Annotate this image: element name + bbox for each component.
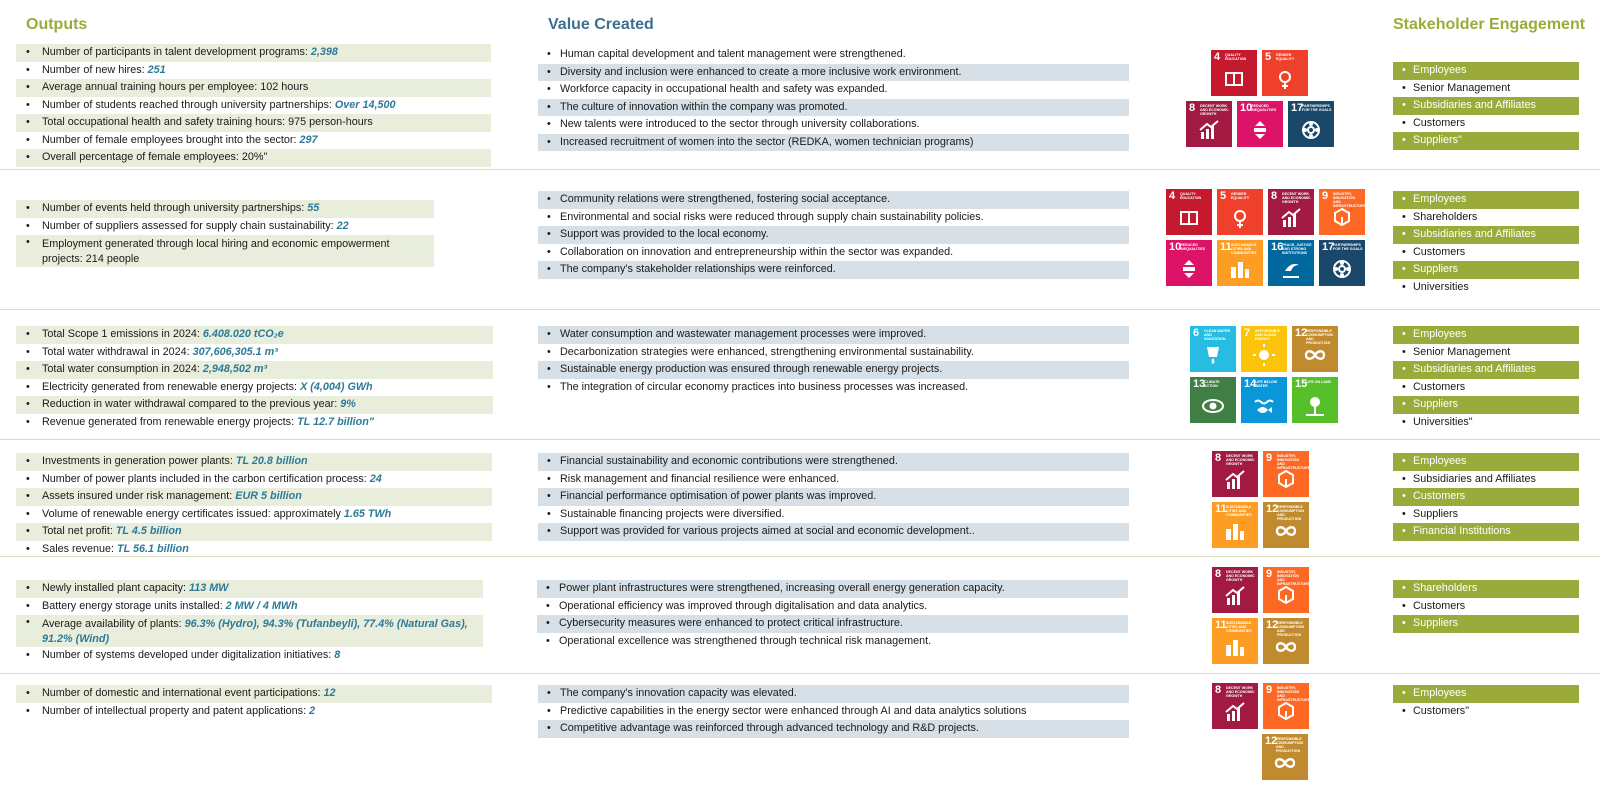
value-created-list [538, 326, 1129, 396]
stakeholder-item: • Suppliers [1393, 506, 1579, 524]
output-item [16, 615, 483, 647]
sdg-number: 11 [1215, 503, 1227, 515]
stakeholder-list [1393, 191, 1579, 296]
sdg-title: CLIMATE ACTION [1204, 380, 1220, 388]
stakeholder-item: • Employees [1393, 326, 1579, 344]
stakeholder-item: • Suppliers [1393, 261, 1579, 279]
output-value: 2 [309, 704, 316, 717]
output-text: Number of events held through university partnerships: [42, 202, 308, 214]
output-text: Total occupational health and safety training hours: 975 person-hours [42, 116, 373, 128]
value-created-list [538, 46, 1129, 151]
sdg-title: RESPONSIBLE CONSUMPTION AND PRODUCTION [1276, 737, 1303, 753]
output-text: Number of systems developed under digitalization initiatives: [42, 649, 335, 661]
outputs-list [16, 200, 434, 267]
sdg-11-icon [1212, 502, 1258, 548]
stakeholder-item: • Customers [1393, 598, 1579, 616]
output-item [16, 580, 483, 598]
outputs-list [16, 44, 491, 167]
output-value: 2,948,502 m³ [202, 363, 268, 375]
row-divider [0, 169, 1600, 170]
output-text: Average availability of plants: [42, 618, 185, 630]
output-value: 8 [334, 649, 341, 661]
sdg-8-icon [1268, 189, 1314, 235]
output-value: Over 14,500 [334, 98, 396, 111]
output-value: 96.3% (Hydro), 94.3% (Tufanbeyli), 77.4% (Natural Gas), 91.2% (Wind) [42, 618, 468, 645]
output-value: 6.408.020 tCO₂e [202, 328, 284, 340]
output-item [16, 114, 491, 132]
stakeholder-item: • Customers [1393, 488, 1579, 506]
output-value: X (4,004) GWh [300, 380, 373, 393]
output-item [16, 62, 491, 80]
stakeholder-item: • Employees [1393, 191, 1579, 209]
sdg-8-icon [1186, 101, 1232, 147]
sdg-10-icon [1166, 240, 1212, 286]
stakeholder-item: • Suppliers [1393, 615, 1579, 633]
sdg-number: 10 [1240, 102, 1253, 114]
sdg-17-icon [1319, 240, 1365, 286]
sdg-number: 5 [1265, 51, 1272, 63]
output-item [16, 414, 493, 432]
sdg-number: 8 [1215, 684, 1222, 696]
sdg-number: 15 [1295, 378, 1308, 390]
sdg-12-icon [1263, 502, 1309, 548]
output-text: Assets insured under risk management: [42, 490, 236, 502]
outputs-list [16, 453, 492, 558]
output-value: 251 [147, 63, 166, 76]
sdg-title: DECENT WORK AND ECONOMIC GROWTH [1200, 104, 1229, 116]
output-item [16, 685, 492, 703]
sdg-title: INDUSTRY, INNOVATION AND INFRASTRUCTURE [1333, 192, 1367, 208]
sdg-title: CLEAN WATER AND SANITATION [1204, 329, 1231, 341]
sdg-8-icon [1212, 567, 1258, 613]
sdg-title: REDUCED INEQUALITIES [1180, 243, 1206, 251]
sdg-number: 12 [1265, 735, 1278, 747]
outputs-list [16, 685, 492, 720]
sdg-8-icon [1212, 451, 1258, 497]
value-created-item: • Risk management and financial resilience were enhanced. [538, 471, 1129, 489]
value-created-list [538, 453, 1129, 541]
output-value: 1.65 TWh [343, 507, 392, 520]
stakeholder-item: • Subsidiaries and Affiliates [1393, 97, 1579, 115]
output-text: Number of suppliers assessed for supply chain sustainability: [42, 219, 337, 232]
value-created-item: • Workforce capacity in occupational health and safety was expanded. [538, 81, 1129, 99]
sdg-number: 12 [1295, 327, 1308, 339]
stakeholder-item: • Employees [1393, 453, 1579, 471]
output-item [16, 132, 491, 150]
sdg-number: 17 [1291, 102, 1304, 114]
output-item [16, 379, 493, 397]
sdg-4-icon [1211, 50, 1257, 96]
value-created-item: • Collaboration on innovation and entrepreneurship within the sector was expanded. [538, 244, 1129, 262]
value-created-list [537, 580, 1128, 650]
sdg-10-icon [1237, 101, 1283, 147]
stakeholder-list [1393, 580, 1579, 633]
output-value: 307,606,305.1 m³ [192, 345, 278, 358]
output-item [16, 326, 493, 344]
sdg-title: LIFE ON LAND [1306, 380, 1332, 384]
output-text: Investments in generation power plants: [42, 455, 236, 467]
sdg-number: 17 [1322, 241, 1335, 253]
output-value: 22 [336, 219, 349, 232]
sdg-title: REDUCED INEQUALITIES [1251, 104, 1277, 112]
output-item [16, 79, 491, 97]
sdg-number: 5 [1220, 190, 1227, 202]
output-text: Number of intellectual property and patent applications: [42, 704, 310, 717]
sdg-number: 7 [1244, 327, 1251, 339]
row-divider [0, 439, 1600, 440]
sdg-title: DECENT WORK AND ECONOMIC GROWTH [1226, 454, 1255, 466]
sdg-number: 4 [1214, 51, 1221, 63]
sdg-title: GENDER EQUALITY [1276, 53, 1295, 61]
stakeholder-item: • Shareholders [1393, 580, 1579, 598]
sdg-title: DECENT WORK AND ECONOMIC GROWTH [1226, 570, 1255, 582]
value-created-item: • Predictive capabilities in the energy sector were enhanced through AI and data analytics solutions [538, 703, 1129, 721]
output-text: Total water consumption in 2024: [42, 363, 203, 375]
sdg-title: RESPONSIBLE CONSUMPTION AND PRODUCTION [1277, 505, 1304, 521]
value-created-item: • Decarbonization strategies were enhanced, strengthening environmental sustainability. [538, 344, 1129, 362]
sdg-number: 9 [1266, 452, 1273, 464]
sdg-number: 8 [1215, 452, 1222, 464]
value-created-item: • The integration of circular economy practices into business processes was increased. [538, 379, 1129, 397]
output-text: Sales revenue: [42, 542, 118, 555]
sdg-title: LIFE BELOW WATER [1255, 380, 1278, 388]
sdg-title: PEACE, JUSTICE AND STRONG INSTITUTIONS [1282, 243, 1312, 255]
stakeholder-item: • Subsidiaries and Affiliates [1393, 226, 1579, 244]
stakeholder-item: • Senior Management [1393, 80, 1579, 98]
value-created-item: • Community relations were strengthened, fostering social acceptance. [538, 191, 1129, 209]
output-text: Overall percentage of female employees: 20%" [42, 151, 268, 163]
output-item [16, 453, 492, 471]
value-created-item: • Support was provided to the local economy. [538, 226, 1129, 244]
output-text: Average annual training hours per employee: 102 hours [42, 81, 309, 93]
value-created-item: • Competitive advantage was reinforced through advanced technology and R&D projects. [538, 720, 1129, 738]
output-item [16, 44, 491, 62]
output-item [16, 344, 493, 362]
sdg-number: 13 [1193, 378, 1206, 390]
output-item [16, 97, 491, 115]
value-created-item: • The culture of innovation within the company was promoted. [538, 99, 1129, 117]
stakeholder-item: • Financial Institutions [1393, 523, 1579, 541]
stakeholder-list [1393, 326, 1579, 431]
output-item [16, 647, 483, 665]
sdg-title: RESPONSIBLE CONSUMPTION AND PRODUCTION [1306, 329, 1333, 345]
stakeholder-item: • Senior Management [1393, 344, 1579, 362]
output-text: Number of new hires: [42, 63, 148, 76]
sdg-title: AFFORDABLE AND CLEAN ENERGY [1255, 329, 1280, 341]
sdg-title: SUSTAINABLE CITIES AND COMMUNITIES [1226, 505, 1252, 517]
output-text: Total water withdrawal in 2024: [42, 345, 193, 358]
value-created-item: • Power plant infrastructures were strengthened, increasing overall energy generation capacity. [537, 580, 1128, 598]
value-created-item: • New talents were introduced to the sector through university collaborations. [538, 116, 1129, 134]
output-item [16, 149, 491, 167]
output-item [16, 218, 434, 236]
sdg-12-icon [1263, 618, 1309, 664]
value-created-item: • Water consumption and wastewater management processes were improved. [538, 326, 1129, 344]
stakeholder-item: • Subsidiaries and Affiliates [1393, 361, 1579, 379]
sdg-11-icon [1212, 618, 1258, 664]
outputs-list [16, 580, 483, 665]
sdg-number: 14 [1244, 378, 1257, 390]
stakeholder-list [1393, 685, 1579, 720]
output-item [16, 598, 483, 616]
output-text: Battery energy storage units installed: [42, 599, 226, 612]
sdg-7-icon [1241, 326, 1287, 372]
sdg-4-icon [1166, 189, 1212, 235]
sdg-9-icon [1319, 189, 1365, 235]
output-value: 12 [323, 687, 336, 699]
output-text: Employment generated through local hiring and economic empowerment projects: 214 people [42, 238, 390, 265]
sdg-number: 9 [1266, 568, 1273, 580]
sdg-number: 11 [1220, 241, 1232, 253]
output-text: Volume of renewable energy certificates issued: approximately [42, 507, 344, 520]
stakeholder-item: • Customers" [1393, 703, 1579, 721]
sdg-title: DECENT WORK AND ECONOMIC GROWTH [1282, 192, 1311, 204]
sdg-16-icon [1268, 240, 1314, 286]
output-text: Electricity generated from renewable energy projects: [42, 380, 301, 393]
sdg-title: INDUSTRY, INNOVATION AND INFRASTRUCTURE [1277, 686, 1311, 702]
output-item [16, 235, 434, 267]
sdg-title: PARTNERSHIPS FOR THE GOALS [1302, 104, 1332, 112]
row-divider [0, 309, 1600, 310]
sdg-12-icon [1292, 326, 1338, 372]
sdg-12-icon [1262, 734, 1308, 780]
output-text: Total net profit: [42, 525, 116, 537]
sdg-number: 6 [1193, 327, 1200, 339]
sdg-14-icon [1241, 377, 1287, 423]
value-created-item: • Operational excellence was strengthened through technical risk management. [537, 633, 1128, 651]
sdg-15-icon [1292, 377, 1338, 423]
stakeholder-item: • Universities [1393, 279, 1579, 297]
sdg-5-icon [1262, 50, 1308, 96]
output-value: 55 [307, 202, 320, 214]
value-created-item: • The company's innovation capacity was elevated. [538, 685, 1129, 703]
value-created-item: • Increased recruitment of women into the sector (REDKA, women technician programs) [538, 134, 1129, 152]
sdg-9-icon [1263, 567, 1309, 613]
sdg-6-icon [1190, 326, 1236, 372]
stakeholder-engagement-header: Stakeholder Engagement [1393, 16, 1586, 33]
value-created-item: • Human capital development and talent management were strengthened. [538, 46, 1129, 64]
output-item [16, 523, 492, 541]
sdg-title: SUSTAINABLE CITIES AND COMMUNITIES [1226, 621, 1252, 633]
sdg-number: 9 [1322, 190, 1329, 202]
stakeholder-item: • Shareholders [1393, 209, 1579, 227]
outputs-list [16, 326, 493, 431]
value-created-item: • Environmental and social risks were reduced through supply chain sustainability policies. [538, 209, 1129, 227]
sdg-title: GENDER EQUALITY [1231, 192, 1250, 200]
row-divider [0, 673, 1600, 674]
output-item [16, 541, 492, 559]
output-value: 113 MW [189, 582, 229, 594]
stakeholder-item: • Employees [1393, 62, 1579, 80]
sdg-title: QUALITY EDUCATION [1225, 53, 1247, 61]
output-value: 9% [340, 398, 356, 410]
value-created-header: Value Created [548, 16, 654, 33]
sdg-number: 12 [1266, 503, 1279, 515]
value-created-item: • Sustainable energy production was ensured through renewable energy projects. [538, 361, 1129, 379]
sdg-number: 10 [1169, 241, 1182, 253]
sdg-11-icon [1217, 240, 1263, 286]
output-text: Number of female employees brought into the sector: [42, 133, 300, 146]
output-item [16, 506, 492, 524]
sdg-8-icon [1212, 683, 1258, 729]
output-text: Number of domestic and international event participations: [42, 687, 324, 699]
value-created-item: • Financial sustainability and economic contributions were strengthened. [538, 453, 1129, 471]
output-value: 2 MW / 4 MWh [225, 599, 298, 612]
output-item [16, 361, 493, 379]
stakeholder-item: • Customers [1393, 379, 1579, 397]
sdg-number: 12 [1266, 619, 1279, 631]
stakeholder-item: • Universities" [1393, 414, 1579, 432]
output-value: 24 [369, 472, 382, 485]
sdg-number: 8 [1189, 102, 1196, 114]
value-created-list [538, 191, 1129, 279]
output-text: Revenue generated from renewable energy projects: [42, 415, 298, 428]
sdg-title: INDUSTRY, INNOVATION AND INFRASTRUCTURE [1277, 570, 1311, 586]
value-created-item: • Financial performance optimisation of power plants was improved. [538, 488, 1129, 506]
output-value: EUR 5 billion [235, 490, 302, 502]
sdg-number: 9 [1266, 684, 1273, 696]
sdg-title: RESPONSIBLE CONSUMPTION AND PRODUCTION [1277, 621, 1304, 637]
sdg-13-icon [1190, 377, 1236, 423]
stakeholder-list [1393, 62, 1579, 150]
stakeholder-item: • Employees [1393, 685, 1579, 703]
output-text: Number of students reached through university partnerships: [42, 98, 335, 111]
sdg-number: 4 [1169, 190, 1176, 202]
output-value: TL 56.1 billion [117, 542, 189, 555]
output-value: TL 20.8 billion [235, 455, 308, 467]
stakeholder-item: • Suppliers [1393, 396, 1579, 414]
value-created-item: • Cybersecurity measures were enhanced to protect critical infrastructure. [537, 615, 1128, 633]
output-text: Total Scope 1 emissions in 2024: [42, 328, 203, 340]
output-item [16, 396, 493, 414]
value-created-list [538, 685, 1129, 738]
output-text: Number of participants in talent development programs: [42, 46, 311, 58]
stakeholder-item: • Subsidiaries and Affiliates [1393, 471, 1579, 489]
output-item [16, 471, 492, 489]
stakeholder-item: • Suppliers" [1393, 132, 1579, 150]
output-text: Reduction in water withdrawal compared to the previous year: [42, 398, 341, 410]
output-value: TL 4.5 billion [115, 525, 182, 537]
output-item [16, 200, 434, 218]
stakeholder-item: • Customers [1393, 115, 1579, 133]
output-text: Number of power plants included in the carbon certification process: [42, 472, 370, 485]
sdg-title: PARTNERSHIPS FOR THE GOALS [1333, 243, 1363, 251]
output-item [16, 703, 492, 721]
sdg-title: DECENT WORK AND ECONOMIC GROWTH [1226, 686, 1255, 698]
output-value: TL 12.7 billion" [297, 415, 374, 428]
sdg-number: 8 [1215, 568, 1222, 580]
output-value: 297 [299, 133, 318, 146]
sdg-number: 11 [1215, 619, 1227, 631]
value-created-item: • Sustainable financing projects were diversified. [538, 506, 1129, 524]
sdg-title: SUSTAINABLE CITIES AND COMMUNITIES [1231, 243, 1257, 255]
sdg-9-icon [1263, 451, 1309, 497]
output-item [16, 488, 492, 506]
sdg-title: QUALITY EDUCATION [1180, 192, 1202, 200]
value-created-item: • The company's stakeholder relationships were reinforced. [538, 261, 1129, 279]
sdg-number: 8 [1271, 190, 1278, 202]
value-created-item: • Diversity and inclusion were enhanced to create a more inclusive work environment. [538, 64, 1129, 82]
sdg-17-icon [1288, 101, 1334, 147]
stakeholder-list [1393, 453, 1579, 541]
output-value: 2,398 [310, 46, 338, 58]
outputs-header: Outputs [26, 16, 88, 33]
value-created-item: • Support was provided for various projects aimed at social and economic development.. [538, 523, 1129, 541]
sdg-title: INDUSTRY, INNOVATION AND INFRASTRUCTURE [1277, 454, 1311, 470]
output-text: Newly installed plant capacity: [42, 582, 190, 594]
sdg-9-icon [1263, 683, 1309, 729]
value-created-item: • Operational efficiency was improved through digitalisation and data analytics. [537, 598, 1128, 616]
sdg-5-icon [1217, 189, 1263, 235]
stakeholder-item: • Customers [1393, 244, 1579, 262]
sdg-number: 16 [1271, 241, 1284, 253]
